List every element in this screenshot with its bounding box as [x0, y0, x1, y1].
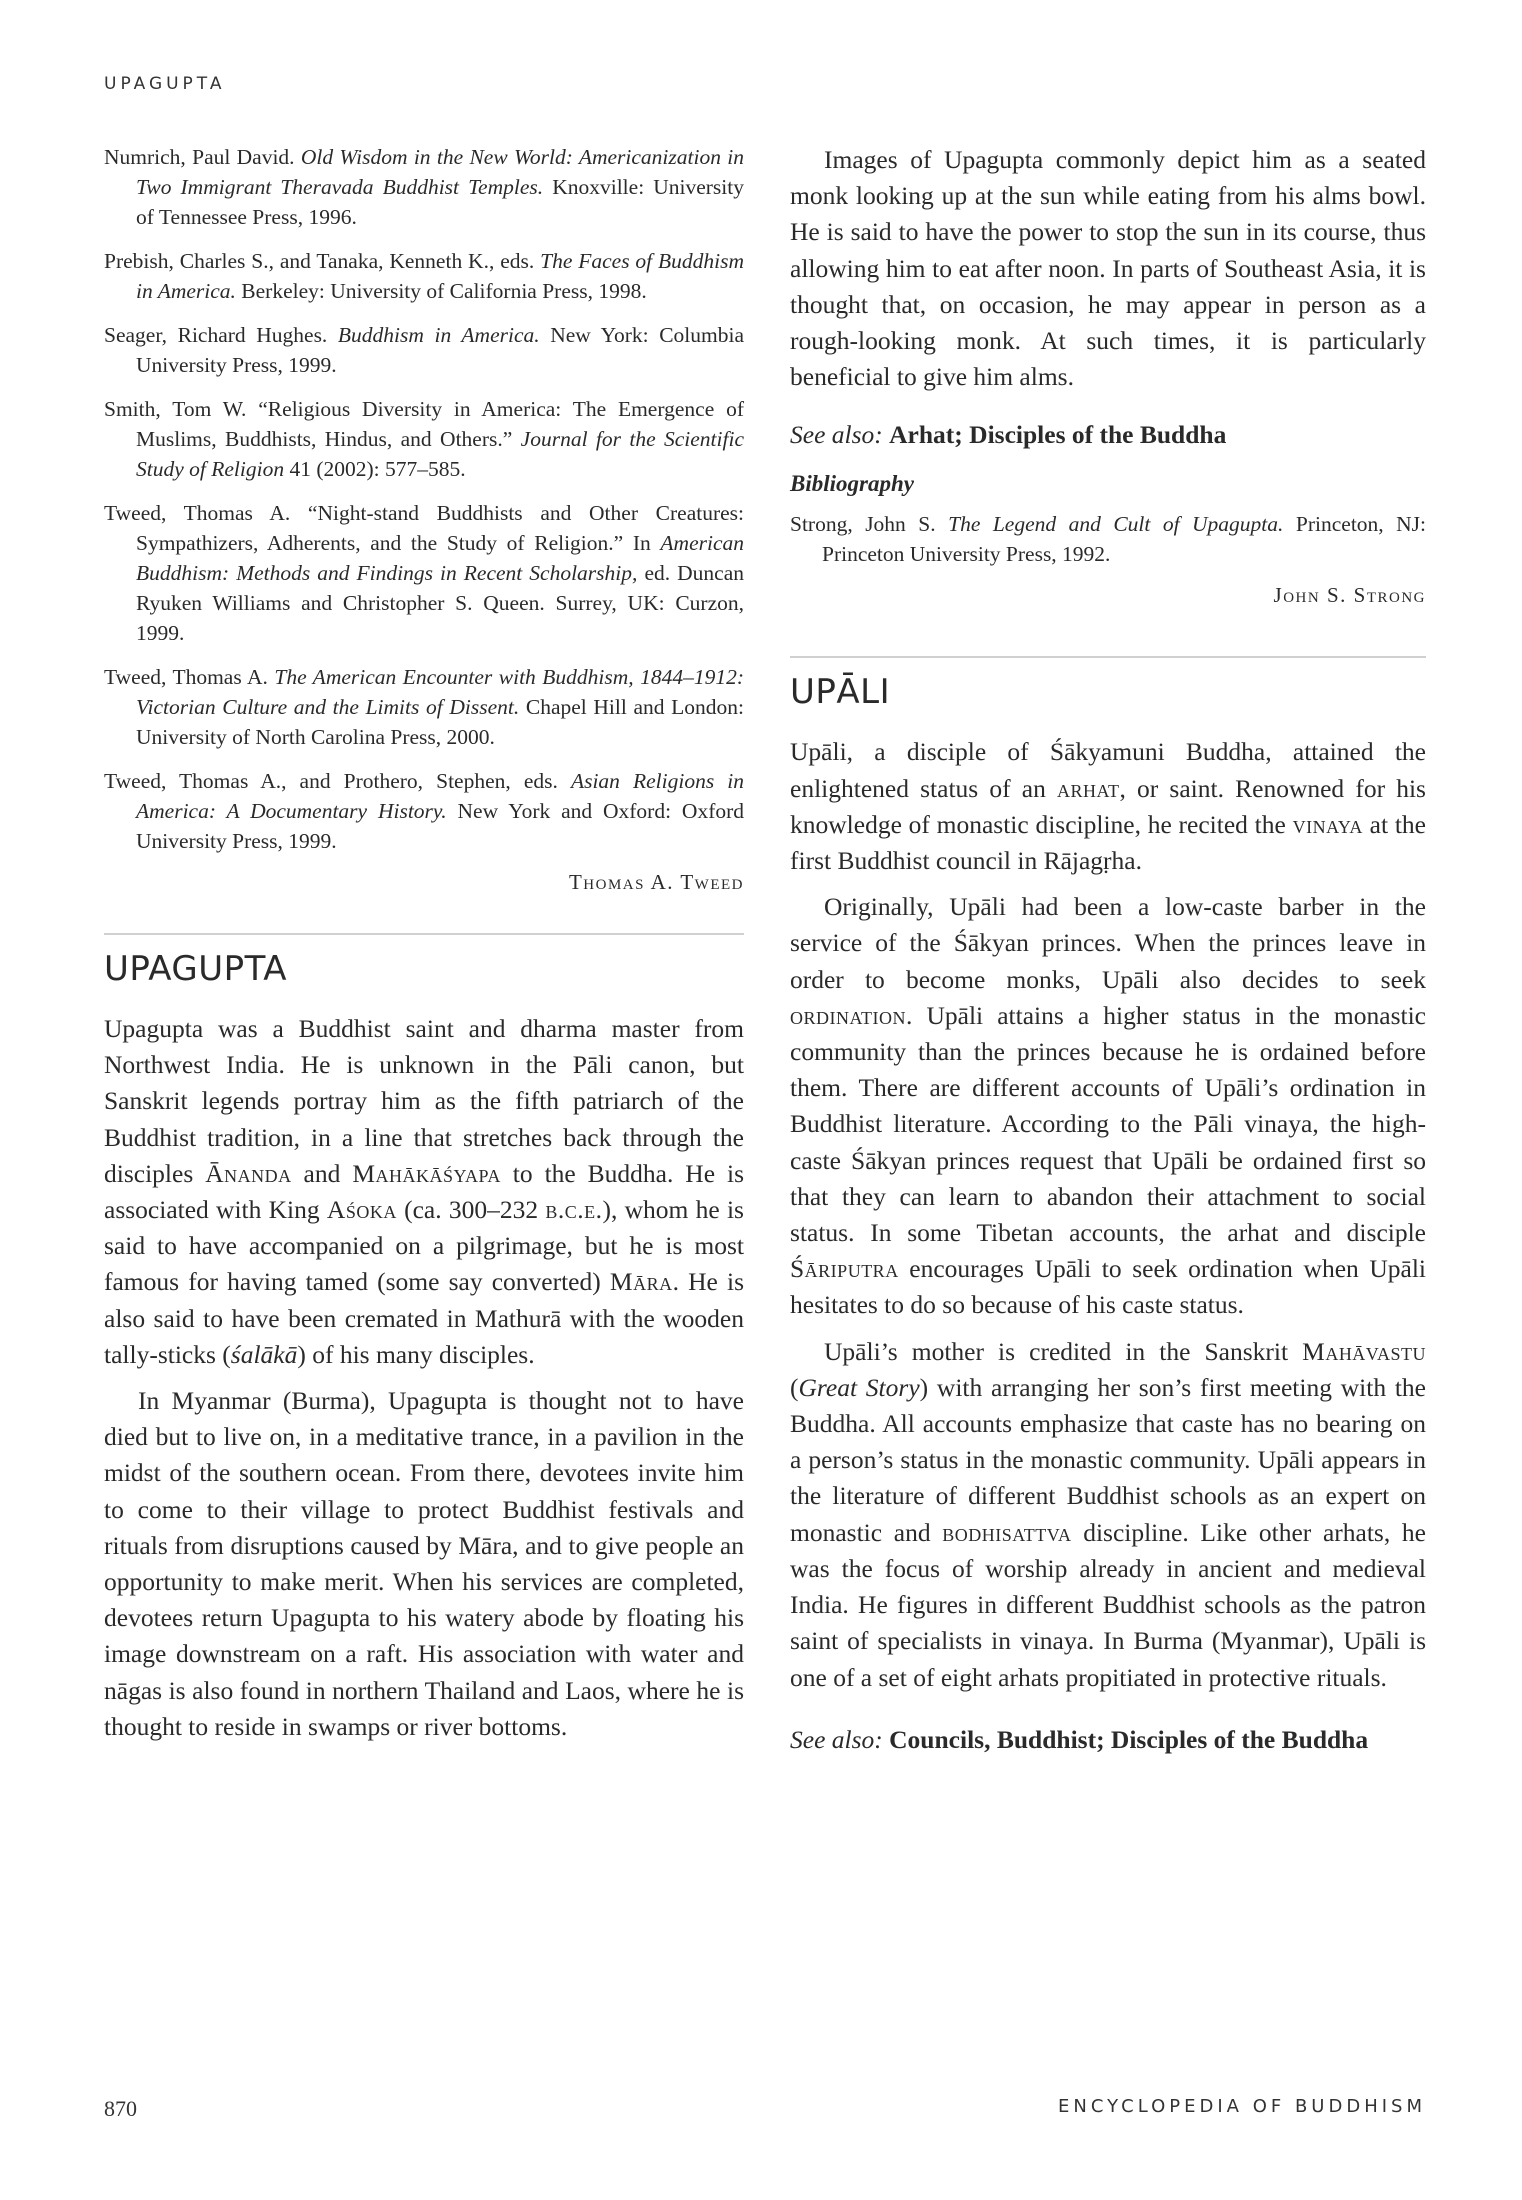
upagupta-paragraph-2: In Myanmar (Burma), Upagupta is thought not to have died but to live on, in a meditative trance, in a pavilion in the midst of the southern ocean. From there, devotees invite him to come to their village to protect Buddhist festivals and rituals from disruptions caused by Māra, and to give people an opportunity to make merit. When his services are completed, devotees return Upagupta to his watery abode by floating his image downstream on a raft. His association with water and nāgas is also found in northern Thailand and Laos, where he is thought to reside in swamps or river bottoms. — [104, 1386, 744, 1741]
link-vinaya[interactable]: vinaya — [1292, 809, 1363, 839]
left-column — [104, 142, 744, 1755]
right-column — [790, 142, 1426, 1758]
upali-paragraph-2: Originally, Upāli had been a low-caste barber in the service of the Śākyan princes. When the princes leave in order to become monks, Upāli also decides to seek ordination. Upāli attains a higher status in the monastic community than the princes because he is ordained before them. There are different accounts of Upāli’s ordination in Buddhist literature. According to the Pāli vinaya, the high-caste Śākyan princes request that Upāli be ordained first so that they can learn to abandon their attachment to social status. In some Tibetan accounts, the arhat and disciple Śāriputra encourages Upāli to seek ordination when Upāli hesitates to do so because of his caste status. — [790, 892, 1426, 1320]
bibliography-entry: Prebish, Charles S., and Tanaka, Kenneth K., eds. The Faces of Buddhism in America. Berkeley: University of California Press, 1998. — [104, 249, 745, 303]
heading-upagupta: UPAGUPTA — [104, 949, 287, 989]
heading-upali: UPĀLI — [790, 672, 891, 713]
bibliography-entry: Numrich, Paul David. Old Wisdom in the New World: Americanization in Two Immigrant Theravada Buddhist Temples. Knoxville: University of Tennessee Press, 1996. — [104, 145, 744, 229]
bibliography-entry: Tweed, Thomas A. The American Encounter with Buddhism, 1844–1912: Victorian Culture and the Limits of Dissent. Chapel Hill and London: University of North Carolina Press, 2000. — [104, 665, 745, 749]
link-bodhisattva[interactable]: bodhisattva — [942, 1517, 1072, 1547]
running-head: UPAGUPTA — [104, 74, 226, 94]
bibliography-entry: Tweed, Thomas A. “Night-stand Buddhists and Other Creatures: Sympathizers, Adherents, and the Study of Religion.” In American Buddhism: Methods and Findings in Recent Scholarship, ed. Duncan Ryuken Williams and Christopher S. Queen. Surrey, UK: Curzon, 1999. — [104, 501, 744, 645]
see-also-links-2[interactable]: Councils, Buddhist; Disciples of the Buddha — [889, 1724, 1369, 1754]
see-also-upali: See also: Councils, Buddhist; Disciples of the Buddha — [790, 1724, 1369, 1754]
bibliography-entry: Tweed, Thomas A., and Prothero, Stephen, eds. Asian Religions in America: A Documentary History. New York and Oxford: Oxford University Press, 1999. — [104, 769, 745, 853]
bibliography-entry: Smith, Tom W. “Religious Diversity in America: The Emergence of Muslims, Buddhists, Hindus, and Others.” Journal for the Scientific Study of Religion 41 (2002): 577–585. — [104, 397, 744, 481]
link-arhat[interactable]: arhat — [1056, 773, 1120, 803]
section-divider — [104, 933, 744, 935]
page-number: 870 — [104, 2096, 137, 2121]
link-sariputra[interactable]: Śāriputra — [790, 1254, 899, 1284]
link-mahakasyapa[interactable]: Mahākāśyapa — [352, 1158, 501, 1188]
link-mara[interactable]: Māra — [609, 1267, 673, 1297]
upali-paragraph-3: Upāli’s mother is credited in the Sanskrit Mahāvastu (Great Story) with arranging her son’s first meeting with the Buddha. All accounts emphasize that caste has no bearing on a person’s status in the monastic community. Upāli appears in the literature of different Buddhist schools as an expert on monastic and bodhisattva discipline. Like other arhats, he was the focus of worship already in ancient and medieval India. He figures in different Buddhist schools as the patron saint of specialists in vinaya. In Burma (Myanmar), Upāli is one of a set of eight arhats propitiated in protective rituals. — [790, 1336, 1426, 1692]
section-divider — [790, 656, 1426, 658]
link-asoka[interactable]: Aśoka — [326, 1195, 397, 1225]
upagupta-paragraph-1: Upagupta was a Buddhist saint and dharma master from Northwest India. He is unknown in the Pāli canon, but Sanskrit legends portray him as the fifth patriarch of the Buddhist tradition, in a line that stretches back through the disciples Ānanda and Mahākāśyapa to the Buddha. He is associated with King Aśoka (ca. 300–232 b.c.e.), whom he is said to have accompanied on a pilgrimage, but he is most famous for having tamed (some say converted) Māra. He is also said to have been cremated in Mathurā with the wooden tally-sticks (śalākā) of his many disciples. — [104, 1014, 744, 1369]
author-signature-strong: John S. Strong — [1273, 583, 1426, 608]
see-also-links-1[interactable]: Arhat; Disciples of the Buddha — [889, 420, 1227, 450]
upagupta-paragraph-3: Images of Upagupta commonly depict him as a seated monk looking up at the sun while eating from his alms bowl. He is said to have the power to stop the sun in its course, thus allowing him to eat after noon. In parts of Southeast Asia, it is thought that, on occasion, he may appear in person as a rough-looking monk. At such times, it is particularly beneficial to give him alms. — [790, 145, 1426, 392]
upali-paragraph-1: Upāli, a disciple of Śākyamuni Buddha, attained the enlightened status of an arhat, or saint. Renowned for his knowledge of monastic discipline, he recited the vinaya at the first Buddhist council in Rājagṛha. — [790, 737, 1426, 876]
bibliography-heading: Bibliography — [790, 471, 914, 497]
link-ananda[interactable]: Ānanda — [205, 1158, 292, 1188]
bibliography-list — [104, 142, 744, 856]
link-mahavastu[interactable]: Mahāvastu — [1302, 1336, 1426, 1366]
see-also-upagupta: See also: Arhat; Disciples of the Buddha — [790, 420, 1227, 450]
author-signature-tweed: Thomas A. Tweed — [568, 870, 744, 894]
footer-title: ENCYCLOPEDIA OF BUDDHISM — [1058, 2096, 1426, 2117]
bibliography-entry: Seager, Richard Hughes. Buddhism in America. New York: Columbia University Press, 1999. — [104, 323, 745, 377]
bibliography-entry-strong: Strong, John S. The Legend and Cult of Upagupta. Princeton, NJ: Princeton University Press, 1992. — [790, 512, 1427, 567]
link-ordination[interactable]: ordination — [790, 1000, 906, 1030]
